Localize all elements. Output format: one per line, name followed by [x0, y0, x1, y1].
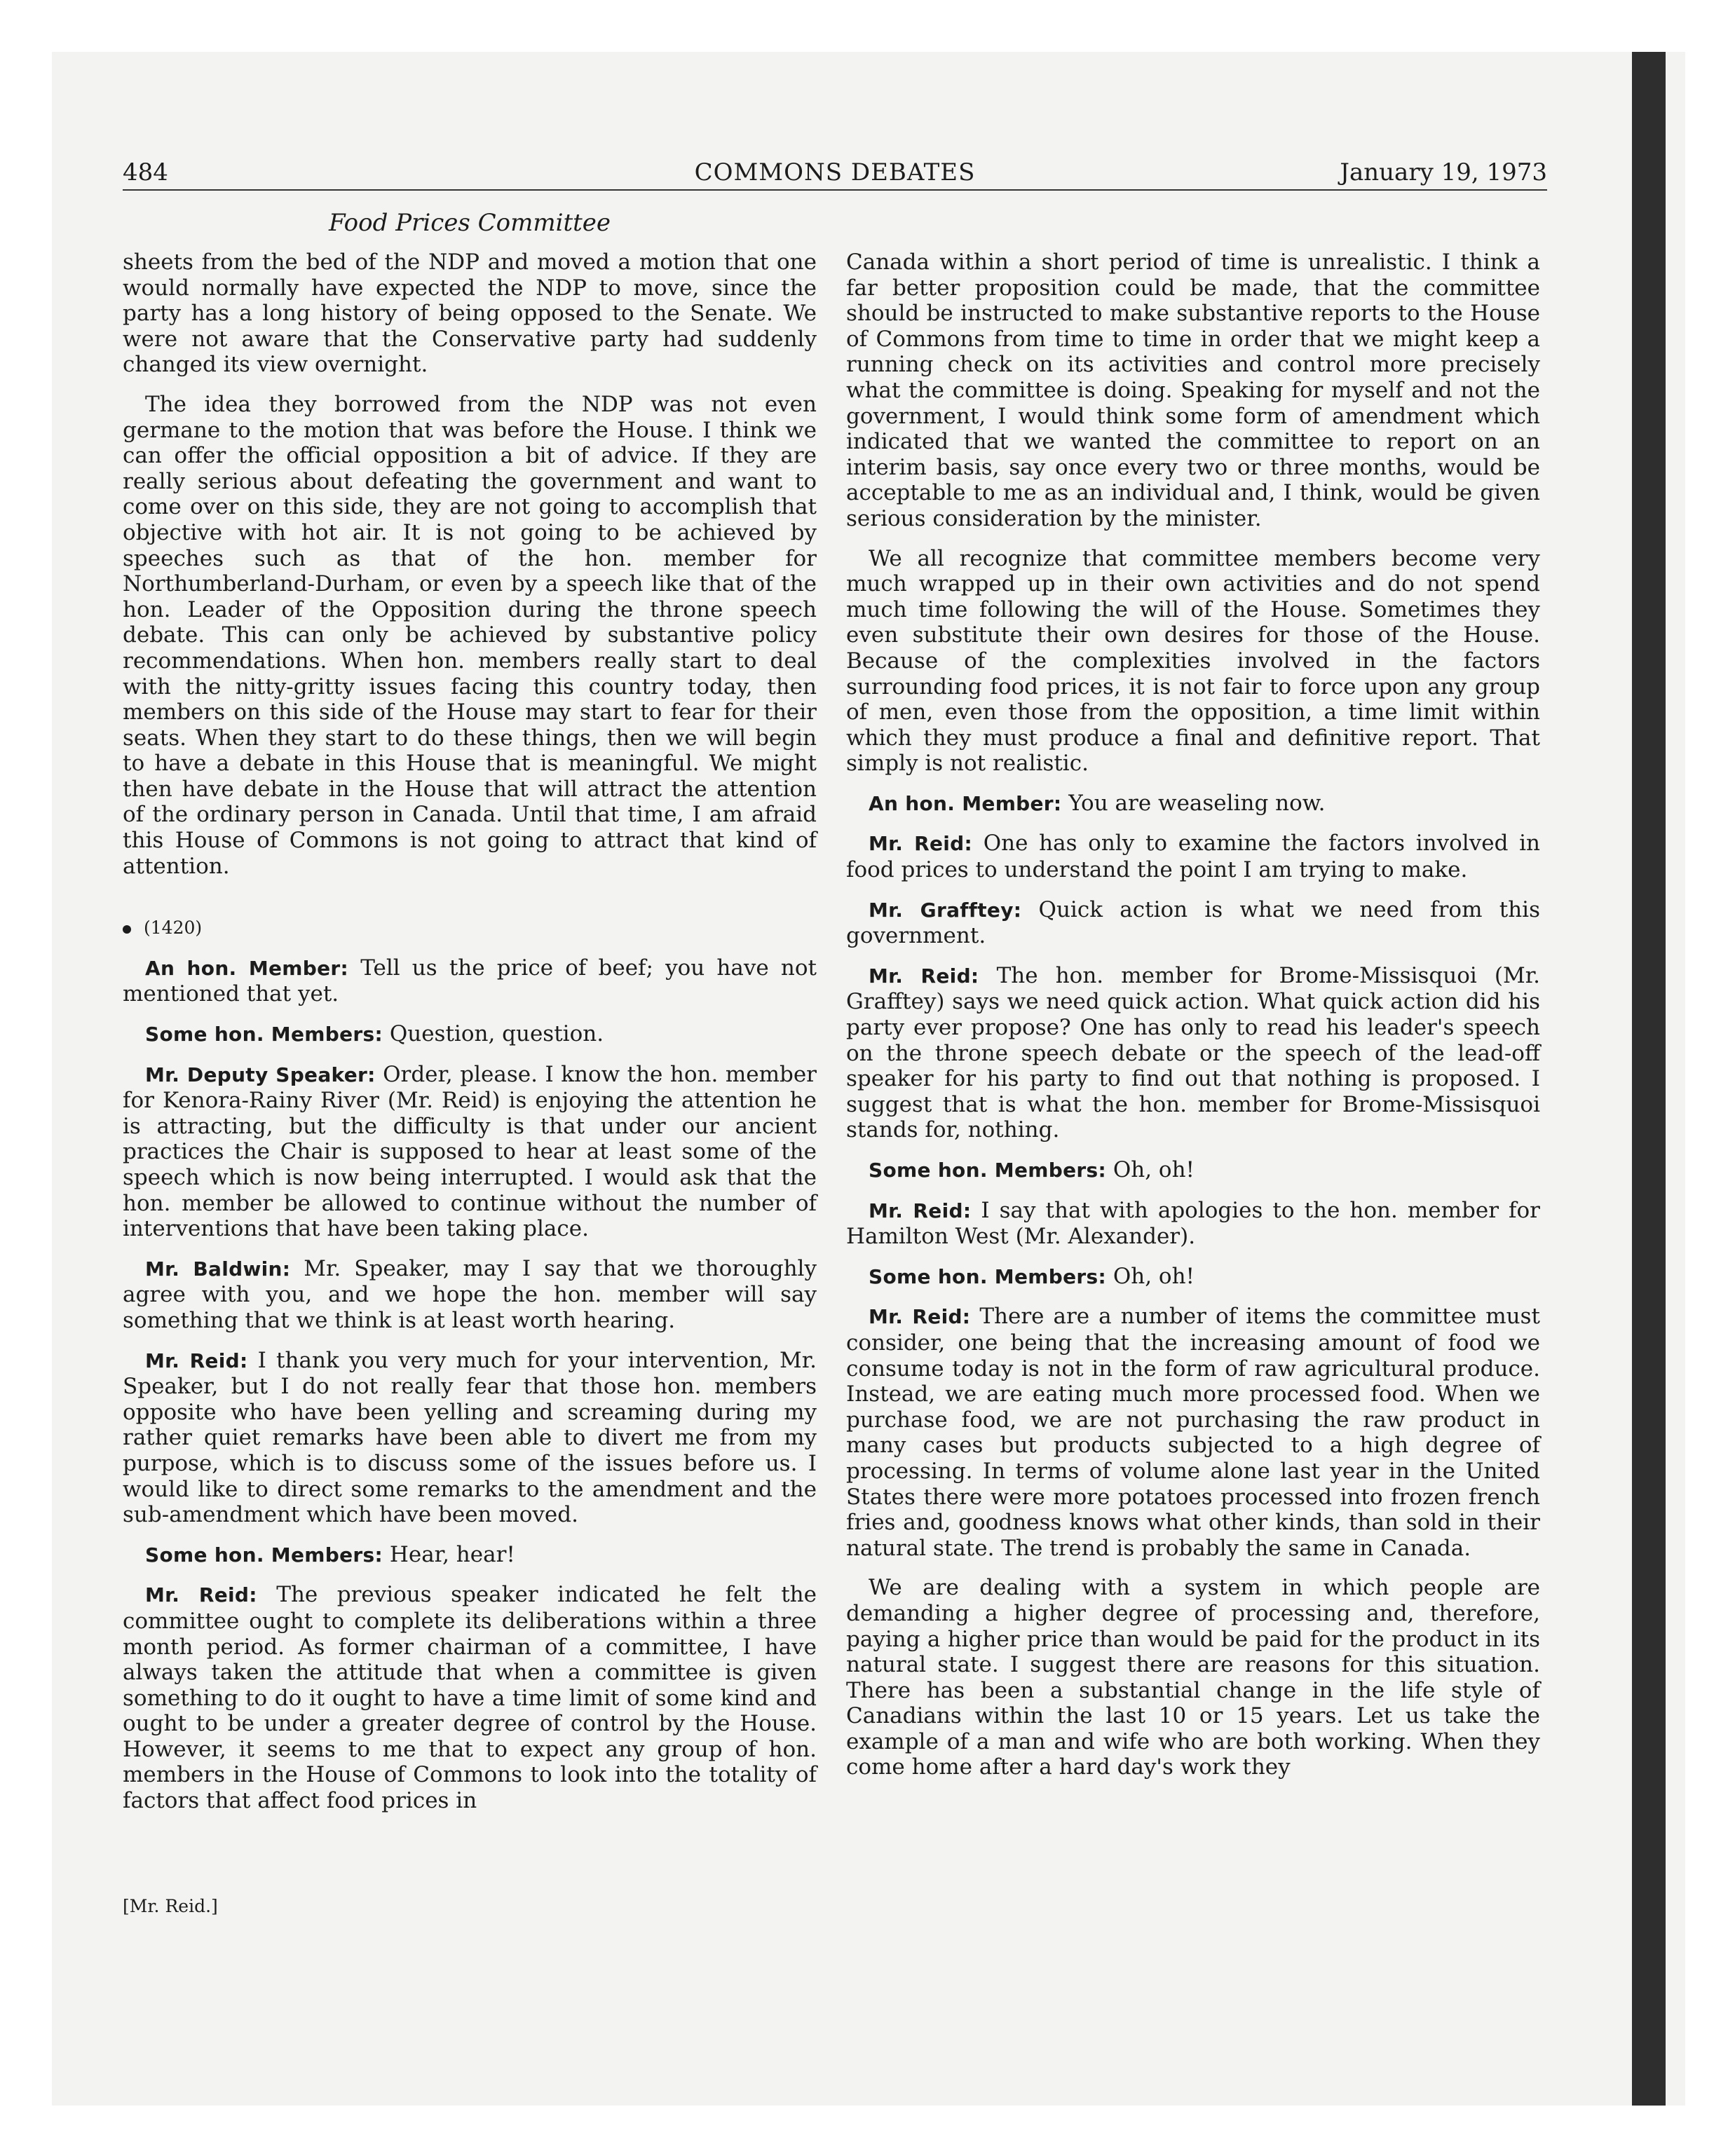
speech	[123, 1542, 817, 1569]
speaker-name: An hon. Member:	[145, 956, 349, 980]
speech	[846, 963, 1540, 1143]
speech	[846, 791, 1540, 817]
speech	[846, 831, 1540, 882]
speaker-name: Mr. Reid:	[145, 1583, 257, 1607]
timestamp-text: (1420)	[144, 917, 203, 939]
binding-edge	[1632, 52, 1666, 2106]
speech-text: There are a number of items the committee must consider, one being that the increasing amount of food we consume today is not in the form of raw agricultural produce. Instead, we are eating much more processed food. When we purchase food, we are not purchasing the raw product in many cases but products subjected to a high degree of processing. In terms of volume alone last year in the United States there were more potatoes processed into frozen french fries and, goodness knows what other kinds, than sold in their natural state. The trend is probably the same in Canada.	[846, 1304, 1540, 1561]
speech	[123, 1256, 817, 1334]
speech	[846, 1264, 1540, 1290]
speech-text: The previous speaker indicated he felt the committee ought to complete its deliberations within a three month period. As former chairman of a committee, I have always taken the attitude that when a committee is given something to do it ought to have a time limit of some kind and ought to be under a greater degree of control by the House. However, it seems to me that to expect any group of hon. members in the House of Commons to look into the totality of factors that affect food prices in	[123, 1582, 817, 1814]
publication-title: COMMONS DEBATES	[694, 158, 976, 186]
paragraph-text: Canada within a short period of time is unrealistic. I think a far better proposition could be made, that the committee should be instructed to make substantive reports to the House of Commons from time to time in order that we might keep a running check on its activities and control more precisely what the committee is doing. Speaking for myself and not the government, I would think some form of amendment which indicated that we wanted the committee to report on an interim basis, say once every two or three months, would be acceptable to me as an individual and, I think, would be given serious consideration by the minister.	[846, 250, 1540, 531]
speech-text: Oh, oh!	[1113, 1157, 1195, 1182]
paragraph-text: The idea they borrowed from the NDP was not even germane to the motion that was before the House. I think we can offer the official opposition a bit of advice. If they are really serious about defeating the government and want to come over on this side, they are not going to accomplish that objective with hot air. It is not going to be achieved by speeches such as that of the hon. member for Northumberland-Durham, or even by a speech like that of the hon. Leader of the Opposition during the throne speech debate. This can only be achieved by substantive policy recommendations. When hon. members really start to deal with the nitty-gritty issues facing this country today, then members on this side of the House may start to fear for their seats. When they start to do these things, then we will begin to have a debate in this House that is meaningful. We might then have debate in the House that will attract the attention of the ordinary person in Canada. Until that time, I am afraid this House of Commons is not going to attract that kind of attention.	[123, 391, 817, 879]
speaker-name: Mr. Grafftey:	[869, 898, 1022, 922]
speech-text: I say that with apologies to the hon. member for Hamilton West (Mr. Alexander).	[846, 1197, 1540, 1250]
speech	[123, 1582, 817, 1813]
speech-text: Question, question.	[389, 1021, 604, 1047]
speaker-name: Mr. Reid:	[869, 964, 979, 988]
section-subheading: Food Prices Committee	[328, 209, 611, 237]
speaker-name: Some hon. Members:	[145, 1023, 383, 1046]
speaker-name: Mr. Reid:	[869, 1199, 972, 1222]
paragraph	[123, 392, 817, 879]
right-column	[846, 250, 1540, 1794]
bullet-icon	[123, 925, 131, 934]
speech-text: Mr. Speaker, may I say that we thoroughly agree with you, and we hope the hon. member will say something that we think is at least worth hearing.	[123, 1255, 817, 1333]
speaker-name: Mr. Reid:	[869, 1305, 971, 1329]
speech	[846, 1304, 1540, 1561]
header-rule	[123, 189, 1547, 191]
speech	[123, 1348, 817, 1528]
paragraph-text: We all recognize that committee members become very much wrapped up in their own activities and do not spend much time following the will of the House. Sometimes they even substitute their own desires for those of the House. Because of the complexities involved in the factors surrounding food prices, it is not fair to force upon any group of men, even those from the opposition, a time limit within which they must produce a final and definitive report. That simply is not realistic.	[846, 545, 1540, 777]
paragraph	[846, 546, 1540, 777]
paragraph	[846, 1575, 1540, 1780]
timestamp-marker	[123, 915, 817, 941]
speech-text: One has only to examine the factors involved in food prices to understand the point I am trying to make.	[846, 831, 1540, 883]
speech	[123, 955, 817, 1007]
paragraph	[846, 250, 1540, 532]
speech-text: Oh, oh!	[1113, 1263, 1195, 1289]
speaker-name: Mr. Baldwin:	[145, 1257, 291, 1281]
speaker-footnote: [Mr. Reid.]	[123, 1896, 218, 1916]
speech-text: Hear, hear!	[389, 1541, 515, 1567]
left-column	[123, 250, 817, 1828]
speaker-name: An hon. Member:	[869, 791, 1062, 815]
speech-text: I thank you very much for your intervention, Mr. Speaker, but I do not really fear that those hon. members opposite who have been yelling and screaming during my rather quiet remarks have been able to divert me from my purpose, which is to discuss some of the issues before us. I would like to direct some remarks to the amendment and the sub-amendment which have been moved.	[123, 1347, 817, 1528]
speaker-name: Mr. Reid:	[145, 1349, 248, 1372]
speaker-name: Mr. Reid:	[869, 832, 972, 856]
paragraph	[123, 250, 817, 378]
speech-text: You are weaseling now.	[1068, 790, 1326, 816]
speech-text: Order, please. I know the hon. member for Kenora-Rainy River (Mr. Reid) is enjoying the attention he is attracting, but the difficulty is that under our ancient practices the Chair is supposed to hear at least some of the speech which is now being interrupted. I would ask that the hon. member be allowed to continue without the number of interventions that have been taking place.	[123, 1061, 817, 1242]
speech	[123, 1062, 817, 1242]
speaker-name: Some hon. Members:	[869, 1159, 1106, 1182]
speech	[846, 1157, 1540, 1184]
speech	[123, 1021, 817, 1048]
paragraph-text: sheets from the bed of the NDP and moved a motion that one would normally have expected the NDP to move, since the party has a long history of being opposed to the Senate. We were not aware that the Conservative party had suddenly changed its view overnight.	[123, 250, 817, 378]
speaker-name: Some hon. Members:	[869, 1264, 1106, 1288]
speech	[846, 897, 1540, 949]
speech-text: The hon. member for Brome-Missisquoi (Mr. Grafftey) says we need quick action. What quick action did his party ever propose? One has only to read his leader's speech on the throne speech debate or the speech of the lead-off speaker for his party to find out that nothing is proposed. I suggest that is what the hon. member for Brome-Missisquoi stands for, nothing.	[846, 962, 1541, 1143]
speech-text: Tell us the price of beef; you have not mentioned that yet.	[123, 955, 817, 1007]
speech	[846, 1198, 1540, 1250]
speaker-name: Some hon. Members:	[145, 1543, 383, 1567]
speech-text: Quick action is what we need from this government.	[846, 896, 1540, 949]
page-date: January 19, 1973	[1340, 158, 1547, 186]
page-number: 484	[123, 158, 168, 186]
speaker-name: Mr. Deputy Speaker:	[145, 1063, 376, 1086]
paragraph-text: We are dealing with a system in which people are demanding a higher degree of processing and, therefore, paying a higher price than would be paid for the product in its natural state. I suggest there are reasons for this situation. There has been a substantial change in the life style of Canadians within the last 10 or 15 years. Let us take the example of a man and wife who are both working. When they come home after a hard day's work they	[846, 1575, 1540, 1780]
